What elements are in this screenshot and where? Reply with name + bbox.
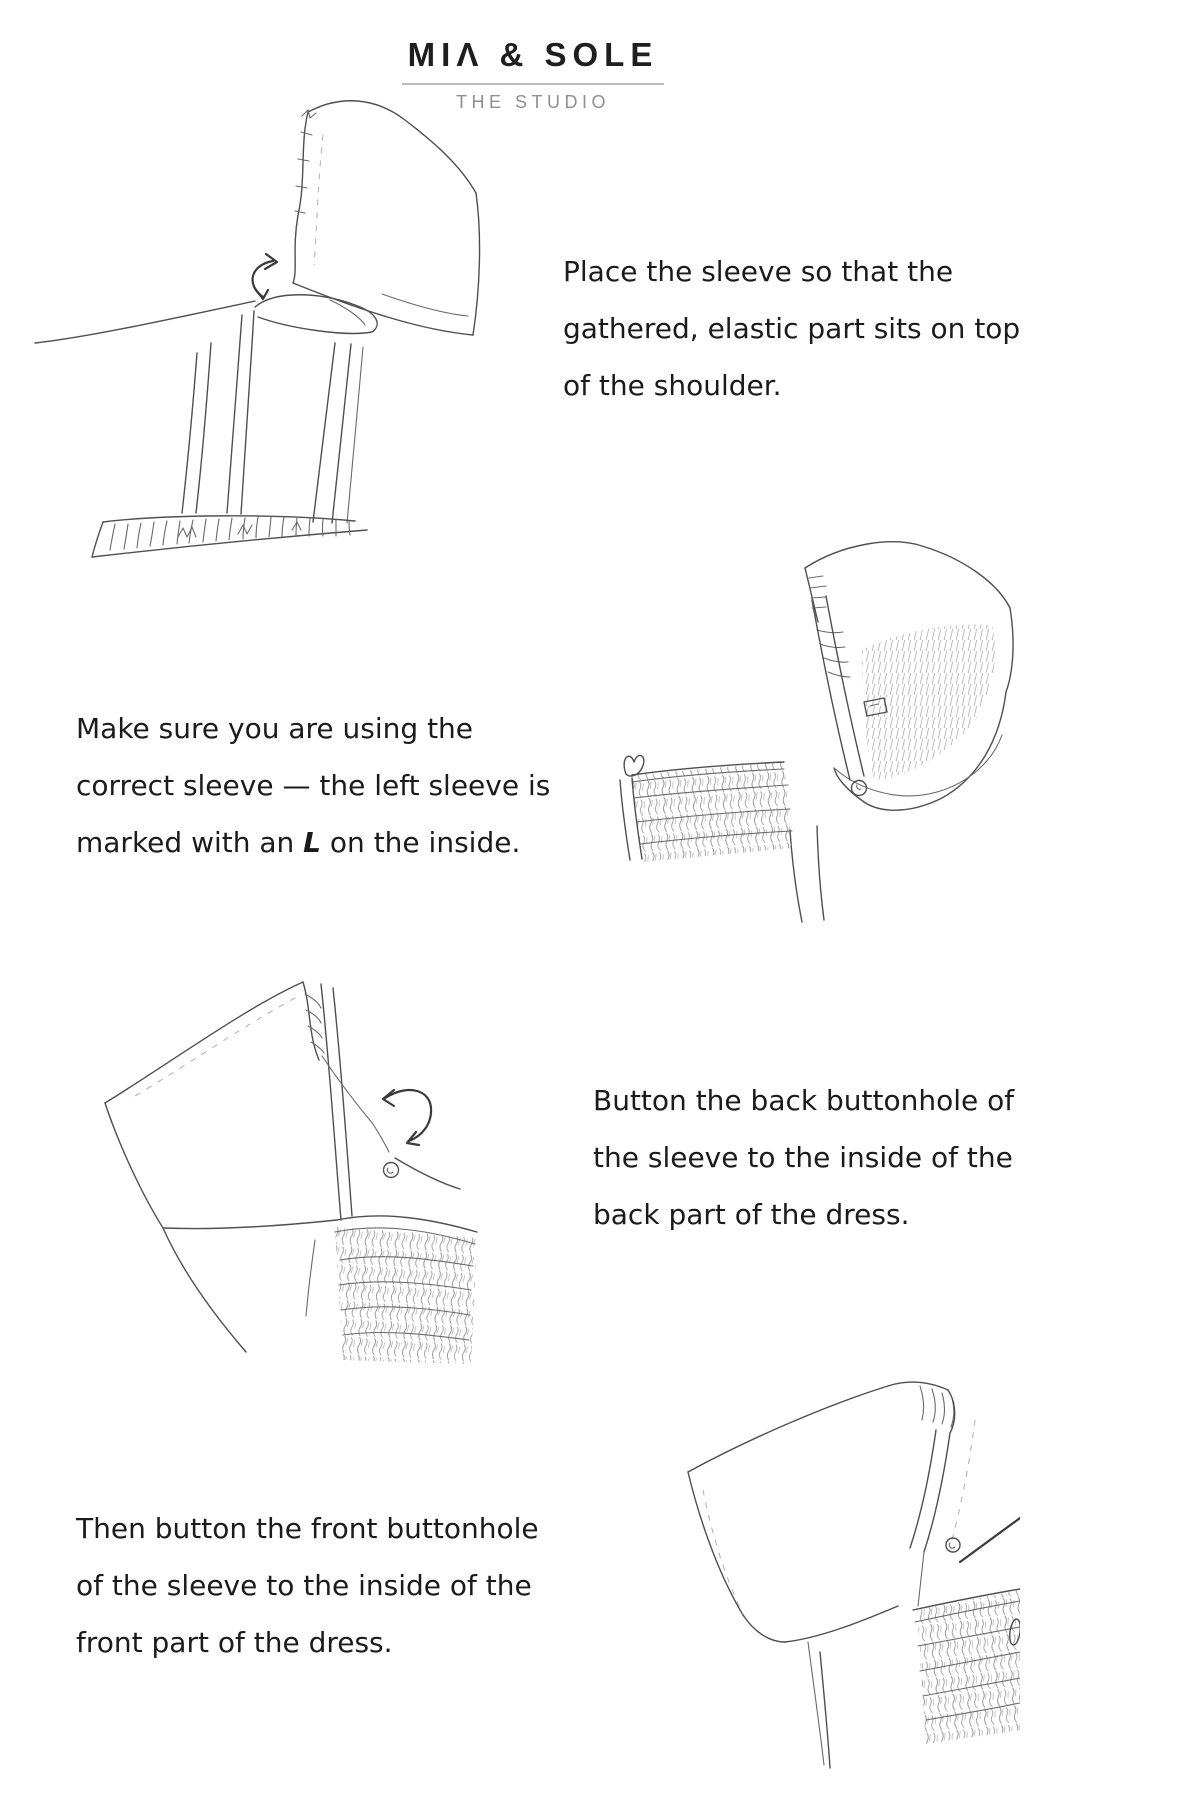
placement-arrow [253, 254, 277, 299]
instruction-step-4 [76, 1500, 539, 1671]
button-detail [852, 781, 867, 796]
instruction-step-2 [76, 700, 550, 871]
instruction-line: gathered, elastic part sits on top [563, 312, 1021, 345]
instruction-line: Then button the front buttonhole [76, 1512, 539, 1545]
arm-lines [163, 1228, 246, 1352]
sleeve-outline [688, 1386, 888, 1472]
gathered-skirt [92, 516, 367, 557]
instruction-line: marked with an L on the inside. [76, 826, 521, 859]
smocked-bodice [913, 1589, 1020, 1744]
instruction-line: Place the sleeve so that the [563, 255, 954, 288]
gathered-elastic-edge [303, 982, 324, 1060]
sleeve-front-buttonhole-sketch [580, 1190, 1020, 1780]
button-detail [384, 1163, 399, 1178]
smocked-bodice [620, 755, 792, 862]
brand-name: MIΛ & SOLE [407, 36, 659, 73]
arm-lines [790, 826, 824, 922]
instruction-line: front part of the dress. [76, 1626, 393, 1659]
instruction-step-1 [563, 243, 1020, 414]
instruction-line: Button the back buttonhole of [593, 1084, 1015, 1117]
sleeve-buttonhole-arrow-sketch [75, 848, 505, 1370]
arm-lines [820, 1652, 830, 1768]
shoulder-line [35, 301, 255, 343]
instruction-line: back part of the dress. [593, 1198, 910, 1231]
sleeve-outline [308, 101, 476, 193]
instruction-line: of the shoulder. [563, 369, 782, 402]
left-sleeve-mark: L [303, 826, 322, 859]
button-detail [946, 1538, 960, 1552]
sleeve-outline [805, 542, 1010, 608]
sleeve-outline [105, 982, 303, 1103]
sleeve-back-buttonhole-sketch [612, 530, 1022, 930]
gathered-shoulder-roll [255, 295, 377, 334]
sleeve-on-shoulder-sketch [30, 85, 490, 570]
smocked-bodice [335, 1216, 477, 1364]
gathered-elastic-edge [888, 1382, 955, 1433]
gathered-elastic-edge [805, 568, 850, 677]
instruction-line: of the sleeve to the inside of the [76, 1569, 532, 1602]
buttonhole-arrow [383, 1090, 431, 1145]
flap-shading [862, 624, 995, 780]
placket-band [321, 984, 389, 1220]
instruction-line: the sleeve to the inside of the [593, 1141, 1013, 1174]
dress-edge [960, 1518, 1020, 1562]
bodice-straps [182, 311, 363, 523]
brand-tagline: THE STUDIO [455, 92, 610, 112]
placket-band [910, 1420, 975, 1606]
instruction-line: correct sleeve — the left sleeve is [76, 769, 551, 802]
instruction-line: Make sure you are using the [76, 712, 474, 745]
